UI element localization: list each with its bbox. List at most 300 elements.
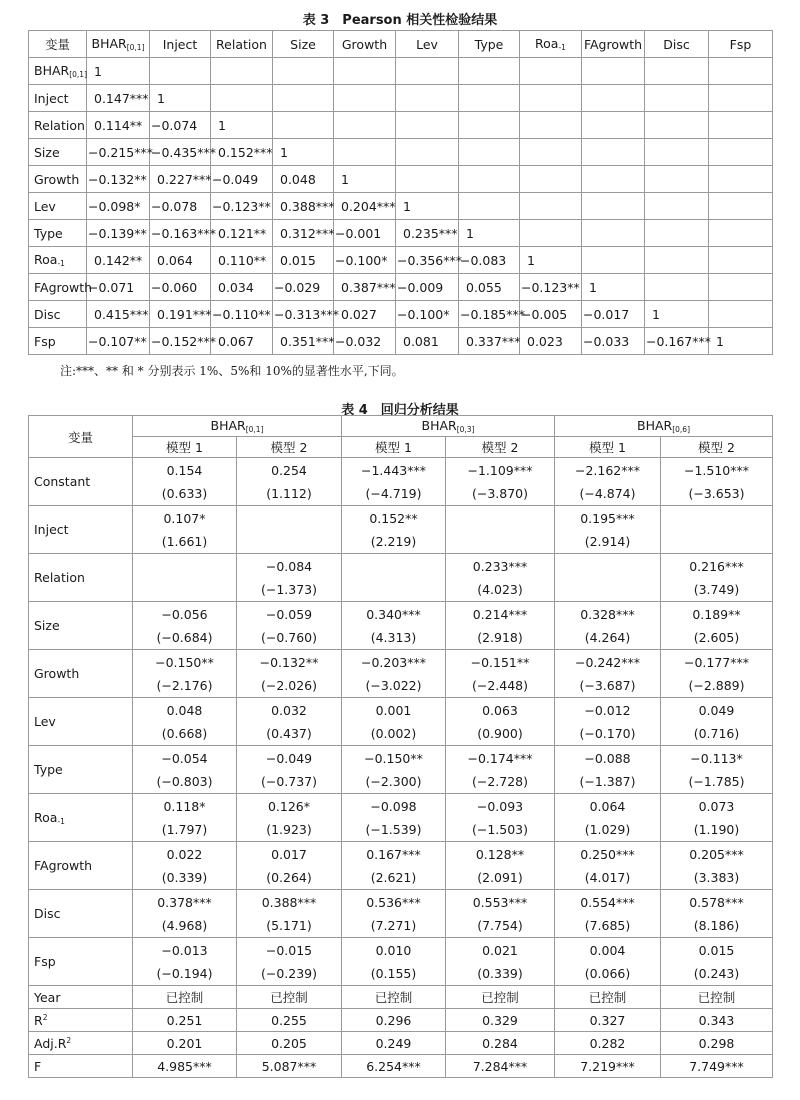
table-cell <box>237 794 342 842</box>
t-statistic: (0.155) <box>370 965 417 981</box>
table-row <box>29 112 773 139</box>
table-cell: 0.227*** <box>150 166 211 193</box>
empty-cell <box>396 112 459 139</box>
t-statistic: (−0.170) <box>579 725 636 741</box>
coefficient: 0.107* <box>163 510 206 526</box>
table-cell: 7.749*** <box>661 1055 773 1078</box>
row-header-text: FAgrowth <box>34 279 93 295</box>
table-cell <box>555 650 661 698</box>
empty-cell <box>273 85 334 112</box>
t-statistic: (0.716) <box>693 725 740 741</box>
table-cell: 已控制 <box>661 986 773 1009</box>
t-statistic: (1.661) <box>161 533 208 549</box>
coefficient: −0.054 <box>161 750 208 766</box>
t-statistic: (−4.719) <box>365 485 422 501</box>
row-header-text: Year <box>34 989 61 1005</box>
table-cell: 0.191*** <box>150 301 211 328</box>
table-cell: 1 <box>150 85 211 112</box>
coefficient: −0.088 <box>584 750 631 766</box>
group-header <box>342 416 555 437</box>
table-cell: 1 <box>87 58 150 85</box>
row-header <box>29 842 133 890</box>
table-cell: 已控制 <box>555 986 661 1009</box>
coefficient: −0.151** <box>470 654 530 670</box>
table-cell <box>555 746 661 794</box>
column-header-text: FAgrowth <box>583 36 643 52</box>
t-statistic: (−0.194) <box>156 965 213 981</box>
column-header-text: BHAR <box>91 36 127 51</box>
column-header <box>211 31 273 58</box>
coefficient: 0.022 <box>166 846 203 862</box>
table-cell <box>446 698 555 746</box>
t-statistic: (−2.300) <box>365 773 422 789</box>
coefficient: 0.001 <box>375 702 412 718</box>
coefficient: 0.021 <box>482 942 518 958</box>
coefficient: −1.443*** <box>360 462 426 478</box>
table-cell <box>133 938 237 986</box>
row-header <box>29 938 133 986</box>
table-cell: −0.009 <box>396 274 459 301</box>
empty-cell <box>459 85 520 112</box>
table-cell: 0.147*** <box>87 85 150 112</box>
table-cell: 0.081 <box>396 328 459 355</box>
coefficient: 0.118* <box>163 798 206 814</box>
table-cell: −0.152*** <box>150 328 211 355</box>
empty-cell <box>459 166 520 193</box>
t-statistic: (3.383) <box>693 869 740 885</box>
table-cell: −0.074 <box>150 112 211 139</box>
t-statistic: (−0.803) <box>156 773 213 789</box>
group-header <box>133 416 342 437</box>
row-header <box>29 220 87 247</box>
coefficient: 0.553*** <box>472 894 528 910</box>
empty-cell <box>459 112 520 139</box>
table-row <box>29 458 773 506</box>
table-cell <box>446 794 555 842</box>
table-cell <box>133 554 237 602</box>
column-header-subscript: [0,1] <box>126 43 145 52</box>
table-cell <box>133 458 237 506</box>
t-statistic: (4.264) <box>584 629 631 645</box>
table-cell <box>342 746 446 794</box>
table-cell: 0.110** <box>211 247 273 274</box>
empty-cell <box>396 139 459 166</box>
empty-cell <box>645 112 709 139</box>
coefficient: 0.536*** <box>366 894 421 910</box>
t-statistic: (0.633) <box>161 485 208 501</box>
coefficient: 0.004 <box>589 942 626 958</box>
column-header <box>582 31 645 58</box>
column-header-text: Relation <box>216 36 267 52</box>
table-cell: 已控制 <box>133 986 237 1009</box>
table-cell: −0.071 <box>87 274 150 301</box>
column-header-text: Inject <box>162 36 198 52</box>
table-cell: 1 <box>582 274 645 301</box>
table-cell: −0.100* <box>334 247 396 274</box>
t-statistic: (0.339) <box>161 869 208 885</box>
table-cell: 0.023 <box>520 328 582 355</box>
table-cell: 1 <box>396 193 459 220</box>
table-cell <box>661 506 773 554</box>
coefficient: −0.242*** <box>574 654 640 670</box>
coefficient: −0.093 <box>476 798 524 814</box>
row-header-text: Roa <box>34 809 58 825</box>
table-cell: 0.327 <box>555 1009 661 1032</box>
row-header-text: Adj.R <box>34 1035 67 1051</box>
table-cell <box>446 554 555 602</box>
table-cell: 0.388*** <box>273 193 334 220</box>
row-header <box>29 328 87 355</box>
t-statistic: (2.918) <box>477 629 523 645</box>
table-cell: 0.415*** <box>87 301 150 328</box>
coefficient: −0.177*** <box>683 654 749 670</box>
table-cell: −0.123** <box>211 193 273 220</box>
table-cell <box>555 602 661 650</box>
table-cell: 0.142** <box>87 247 150 274</box>
table-cell: 已控制 <box>446 986 555 1009</box>
summary-row <box>29 1009 773 1032</box>
row-header-text: Constant <box>34 474 91 489</box>
row-header <box>29 274 93 301</box>
table-cell: 0.064 <box>150 247 211 274</box>
t-statistic: (−1.539) <box>365 821 422 837</box>
column-header-text: Disc <box>663 36 690 52</box>
table-cell: 0.387*** <box>334 274 396 301</box>
coefficient: 0.048 <box>166 702 203 718</box>
coefficient: 0.233*** <box>472 558 528 574</box>
group-header-text: BHAR <box>637 418 673 433</box>
table-cell: 0.298 <box>661 1032 773 1055</box>
row-header-superscript: 2 <box>42 1012 48 1022</box>
coefficient: −0.150** <box>155 654 214 670</box>
t-statistic: (2.605) <box>693 629 740 645</box>
t-statistic: (4.313) <box>370 629 417 645</box>
table-row <box>29 274 773 301</box>
model-header: 模型 2 <box>237 437 342 458</box>
summary-row <box>29 1032 773 1055</box>
empty-cell <box>520 58 582 85</box>
empty-cell <box>334 112 396 139</box>
table4-caption: 表 4 回归分析结果 <box>341 403 459 418</box>
table-cell: −0.215*** <box>87 139 150 166</box>
model-header: 模型 1 <box>342 437 446 458</box>
row-header <box>29 890 133 938</box>
empty-cell <box>582 220 645 247</box>
row-header <box>29 247 87 274</box>
coefficient: 0.378*** <box>157 894 212 910</box>
empty-cell <box>582 193 645 220</box>
table-cell <box>555 890 661 938</box>
row-header <box>29 58 87 85</box>
table-cell: 0.114** <box>87 112 150 139</box>
table-cell <box>342 602 446 650</box>
coefficient: 0.063 <box>482 702 518 718</box>
column-header <box>396 31 459 58</box>
empty-cell <box>396 166 459 193</box>
t-statistic: (8.186) <box>693 917 740 933</box>
table-cell <box>661 554 773 602</box>
table-cell: 0.235*** <box>396 220 459 247</box>
table-row <box>29 602 773 650</box>
t-statistic: (4.017) <box>584 869 631 885</box>
table-cell <box>555 938 661 986</box>
empty-cell <box>520 112 582 139</box>
empty-cell <box>582 247 645 274</box>
table-cell: 0.255 <box>237 1009 342 1032</box>
row-header <box>29 139 87 166</box>
table-cell <box>237 554 342 602</box>
row-header-text: Type <box>34 762 63 777</box>
table-row <box>29 166 773 193</box>
row-header-text: Fsp <box>34 333 56 349</box>
t-statistic: (−3.870) <box>471 485 528 501</box>
table-cell: −0.110** <box>211 301 273 328</box>
model-header: 模型 1 <box>555 437 661 458</box>
table-cell: 0.249 <box>342 1032 446 1055</box>
t-statistic: (−2.026) <box>260 677 317 693</box>
table3-note: 注:***、** 和 * 分别表示 1%、5%和 10%的显著性水平,下同。 <box>60 364 404 378</box>
coefficient: −0.084 <box>265 558 313 574</box>
row-header <box>29 794 133 842</box>
table-cell: 0.067 <box>211 328 273 355</box>
table-row <box>29 139 773 166</box>
row-header <box>29 554 133 602</box>
table-cell: −0.163*** <box>150 220 211 247</box>
row-header-text: Roa <box>34 252 58 267</box>
table-cell <box>237 458 342 506</box>
table-cell: −0.132** <box>87 166 150 193</box>
t-statistic: (0.339) <box>477 965 523 981</box>
table-cell <box>133 794 237 842</box>
table-cell <box>661 650 773 698</box>
column-header-text: Type <box>474 36 504 52</box>
table-cell <box>446 890 555 938</box>
table-cell <box>237 650 342 698</box>
table-cell <box>661 746 773 794</box>
empty-cell <box>334 139 396 166</box>
empty-cell <box>709 274 773 301</box>
coefficient: −1.109*** <box>467 462 533 478</box>
column-header <box>645 31 709 58</box>
empty-cell <box>150 58 211 85</box>
table-row <box>29 794 773 842</box>
table-row <box>29 220 773 247</box>
model-header: 模型 1 <box>133 437 237 458</box>
table-cell <box>133 698 237 746</box>
table-cell <box>237 602 342 650</box>
coefficient: 0.010 <box>375 942 412 958</box>
empty-cell <box>520 193 582 220</box>
coefficient: −0.150** <box>364 750 423 766</box>
t-statistic: (1.029) <box>584 821 631 837</box>
coefficient: 0.189** <box>692 606 741 622</box>
empty-cell <box>645 58 709 85</box>
column-header-subscript: -1 <box>558 43 566 52</box>
table-cell: 1 <box>211 112 273 139</box>
table-cell <box>446 938 555 986</box>
corner-header: 变量 <box>29 416 133 458</box>
summary-row <box>29 986 773 1009</box>
column-header <box>459 31 520 58</box>
row-header <box>29 85 87 112</box>
table-cell <box>446 506 555 554</box>
table-cell: −0.185*** <box>459 301 520 328</box>
table-row <box>29 746 773 794</box>
coefficient: −0.059 <box>265 606 313 622</box>
table-cell <box>133 890 237 938</box>
coefficient: 0.388*** <box>261 894 317 910</box>
table-cell: 0.282 <box>555 1032 661 1055</box>
row-header-subscript: -1 <box>57 259 65 268</box>
table-cell: −0.083 <box>459 247 520 274</box>
corner-header: 变量 <box>29 31 87 58</box>
coefficient: 0.073 <box>698 798 735 814</box>
table-cell <box>237 938 342 986</box>
empty-cell <box>273 112 334 139</box>
column-header <box>87 31 150 58</box>
coefficient: −0.132** <box>259 654 319 670</box>
regression-table <box>28 415 773 1078</box>
table-cell <box>342 698 446 746</box>
coefficient: 0.205*** <box>689 846 744 862</box>
table-cell <box>446 842 555 890</box>
table-cell <box>237 698 342 746</box>
table-cell: 0.205 <box>237 1032 342 1055</box>
t-statistic: (−0.737) <box>260 773 317 789</box>
table-cell <box>555 842 661 890</box>
t-statistic: (5.171) <box>266 917 312 933</box>
coefficient: 0.254 <box>271 462 307 478</box>
empty-cell <box>645 166 709 193</box>
empty-cell <box>334 85 396 112</box>
empty-cell <box>582 85 645 112</box>
table-cell: 0.048 <box>273 166 334 193</box>
t-statistic: (0.002) <box>370 725 417 741</box>
empty-cell <box>520 166 582 193</box>
row-header <box>29 1055 133 1078</box>
table-cell: 6.254*** <box>342 1055 446 1078</box>
t-statistic: (−1.785) <box>688 773 745 789</box>
table-row <box>29 938 773 986</box>
model-header: 模型 2 <box>661 437 773 458</box>
row-header <box>29 986 133 1009</box>
t-statistic: (−2.176) <box>156 677 213 693</box>
row-header <box>29 506 133 554</box>
t-statistic: (−3.687) <box>579 677 636 693</box>
table-cell <box>661 938 773 986</box>
empty-cell <box>582 58 645 85</box>
row-header-superscript: 2 <box>66 1035 72 1045</box>
empty-cell <box>396 58 459 85</box>
empty-cell <box>709 220 773 247</box>
row-header-text: Inject <box>34 90 69 106</box>
table-cell <box>661 602 773 650</box>
row-header-text: Relation <box>34 117 85 133</box>
column-header <box>709 31 773 58</box>
coefficient: 0.250*** <box>580 846 635 862</box>
row-header-text: Size <box>34 618 60 633</box>
table-cell: 1 <box>273 139 334 166</box>
group-header-subscript: [0,6] <box>672 425 690 434</box>
row-header <box>29 458 133 506</box>
column-header-text: Roa <box>535 36 559 51</box>
t-statistic: (0.437) <box>266 725 312 741</box>
table-cell: −0.005 <box>520 301 582 328</box>
empty-cell <box>645 274 709 301</box>
table-cell: 已控制 <box>237 986 342 1009</box>
empty-cell <box>709 301 773 328</box>
table-cell: 4.985*** <box>133 1055 237 1078</box>
table-row <box>29 85 773 112</box>
table-cell: 5.087*** <box>237 1055 342 1078</box>
table-cell: 7.219*** <box>555 1055 661 1078</box>
row-header <box>29 166 87 193</box>
table-cell <box>237 842 342 890</box>
table-cell <box>446 746 555 794</box>
row-header <box>29 602 133 650</box>
table-cell: −0.032 <box>334 328 396 355</box>
row-header-text: Inject <box>34 522 69 537</box>
t-statistic: (0.900) <box>477 725 523 741</box>
t-statistic: (−0.684) <box>156 629 213 645</box>
table-cell <box>133 602 237 650</box>
empty-cell <box>645 85 709 112</box>
empty-cell <box>211 85 273 112</box>
table-cell <box>555 794 661 842</box>
table-cell: −0.033 <box>582 328 645 355</box>
row-header-text: Disc <box>34 906 61 921</box>
coefficient: 0.064 <box>589 798 626 814</box>
t-statistic: (1.797) <box>161 821 208 837</box>
empty-cell <box>582 166 645 193</box>
row-header-text: Growth <box>34 666 80 681</box>
t-statistic: (2.219) <box>370 533 417 549</box>
coefficient: 0.554*** <box>580 894 635 910</box>
row-header-text: Fsp <box>34 954 56 969</box>
table-cell <box>661 794 773 842</box>
column-header-text: Growth <box>341 36 388 52</box>
row-header-subscript: [0,1] <box>69 70 87 79</box>
table-row <box>29 58 773 85</box>
table-row <box>29 554 773 602</box>
table-cell <box>446 602 555 650</box>
group-header <box>555 416 773 437</box>
table-cell <box>342 794 446 842</box>
t-statistic: (3.749) <box>693 581 740 597</box>
table-cell: −0.049 <box>211 166 273 193</box>
coefficient: 0.154 <box>166 462 203 478</box>
table-cell: −0.435*** <box>150 139 211 166</box>
table-cell: 0.337*** <box>459 328 520 355</box>
row-header-text: Type <box>34 225 63 241</box>
empty-cell <box>459 58 520 85</box>
table-cell: 0.055 <box>459 274 520 301</box>
group-header-subscript: [0,3] <box>456 425 475 434</box>
coefficient: 0.195*** <box>580 510 635 526</box>
t-statistic: (1.190) <box>693 821 740 837</box>
coefficient: −0.174*** <box>467 750 533 766</box>
group-header-subscript: [0,1] <box>245 425 264 434</box>
table-cell <box>342 554 446 602</box>
table-cell: 0.121** <box>211 220 273 247</box>
t-statistic: (1.923) <box>266 821 312 837</box>
table-cell <box>661 842 773 890</box>
empty-cell <box>273 58 334 85</box>
table-cell: 1 <box>520 247 582 274</box>
empty-cell <box>520 220 582 247</box>
table-cell <box>555 554 661 602</box>
coefficient: 0.015 <box>698 942 735 958</box>
